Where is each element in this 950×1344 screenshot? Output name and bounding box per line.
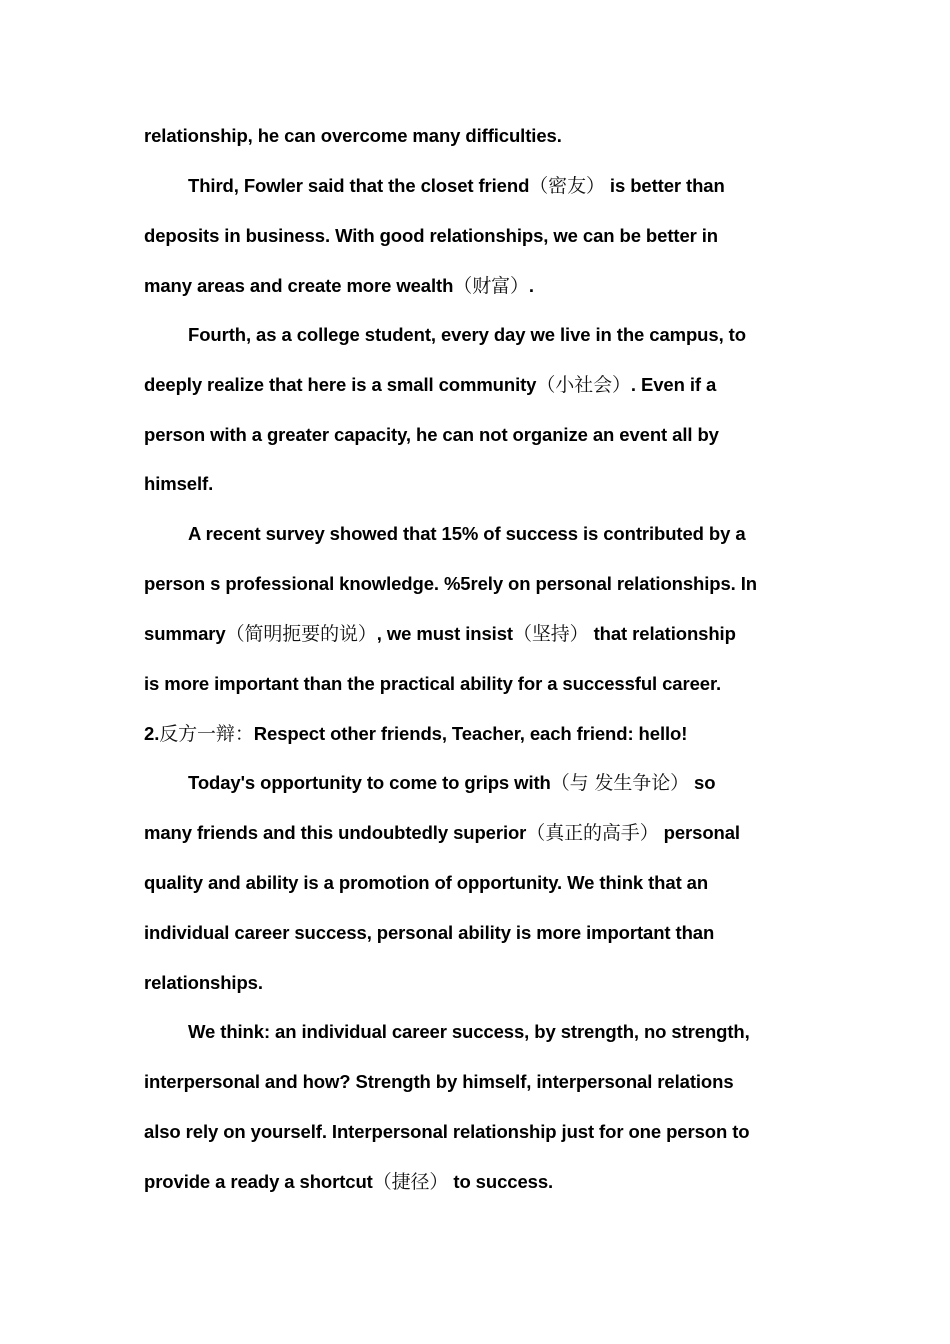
section-number: 2. (144, 723, 160, 744)
text-segment: is more important than the practical ability for a successful career. (144, 673, 722, 694)
text-segment: quality and ability is a promotion of opportunity. We think that an (144, 872, 709, 893)
text-segment: also rely on yourself. Interpersonal relationship just for one person to (144, 1121, 750, 1142)
text-segment: Third, Fowler said that the closet friend (188, 175, 530, 196)
text-line (144, 1170, 553, 1194)
text-segment: many areas and create more wealth (144, 275, 454, 296)
text-segment: provide a ready a shortcut (144, 1171, 373, 1192)
chinese-gloss: （简明扼要的说） (225, 623, 377, 645)
text-line (144, 423, 719, 447)
text-segment: deposits in business. With good relationships, we can be better in (144, 225, 719, 246)
text-segment: relationships. (144, 972, 263, 993)
text-line (144, 622, 736, 646)
text-segment: himself. (144, 473, 214, 494)
text-line (144, 1070, 734, 1094)
text-segment: many friends and this undoubtedly superior (144, 822, 527, 843)
chinese-gloss: （密友） (529, 175, 605, 197)
chinese-gloss: （坚持） (512, 623, 589, 645)
text-segment: so (689, 772, 716, 793)
text-segment: We think: an individual career success, by strength, no strength, (188, 1021, 750, 1042)
text-line (188, 1020, 750, 1044)
text-line (144, 472, 213, 496)
text-line (144, 1120, 749, 1144)
text-segment: deeply realize that here is a small community (144, 374, 537, 395)
text-line (144, 722, 687, 746)
text-line (144, 224, 718, 248)
text-line (144, 124, 562, 148)
chinese-gloss: （捷径） (372, 1171, 449, 1193)
text-segment: is better than (604, 175, 725, 196)
text-segment: Respect other friends, Teacher, each friend: hello! (253, 723, 688, 744)
text-segment: summary (144, 623, 226, 644)
text-segment: individual career success, personal ability is more important than (144, 922, 715, 943)
text-line (144, 274, 534, 298)
text-segment: personal (658, 822, 740, 843)
section-heading: 反方一辩： (159, 723, 254, 745)
text-line (144, 572, 757, 596)
text-segment: interpersonal and how? Strength by himself, interpersonal relations (144, 1071, 734, 1092)
text-line (188, 771, 715, 795)
chinese-gloss: （真正的高手） (526, 822, 659, 844)
text-segment: Today's opportunity to come to grips with (188, 772, 551, 793)
text-line (188, 522, 746, 546)
text-line (144, 871, 708, 895)
text-segment: , we must insist (376, 623, 513, 644)
text-segment: Fourth, as a college student, every day we live in the campus, to (188, 324, 746, 345)
text-segment: person s professional knowledge. %5rely on personal relationships. In (144, 573, 758, 594)
text-segment: to success. (448, 1171, 554, 1192)
text-segment: relationship, he can overcome many difficulties. (144, 125, 562, 146)
text-line (144, 971, 263, 995)
chinese-gloss: （小社会） (536, 374, 631, 396)
text-line (144, 821, 740, 845)
chinese-gloss: （财富） (453, 275, 529, 297)
text-segment: A recent survey showed that 15% of success is contributed by a (188, 523, 746, 544)
text-line (188, 323, 746, 347)
text-segment: . Even if a (630, 374, 717, 395)
text-segment: that relationship (588, 623, 736, 644)
text-line (188, 174, 725, 198)
text-line (144, 921, 714, 945)
text-line (144, 672, 721, 696)
text-segment: . (528, 275, 534, 296)
chinese-gloss: （与 发生争论） (550, 772, 690, 794)
text-line (144, 373, 716, 397)
text-segment: person with a greater capacity, he can not organize an event all by (144, 424, 719, 445)
